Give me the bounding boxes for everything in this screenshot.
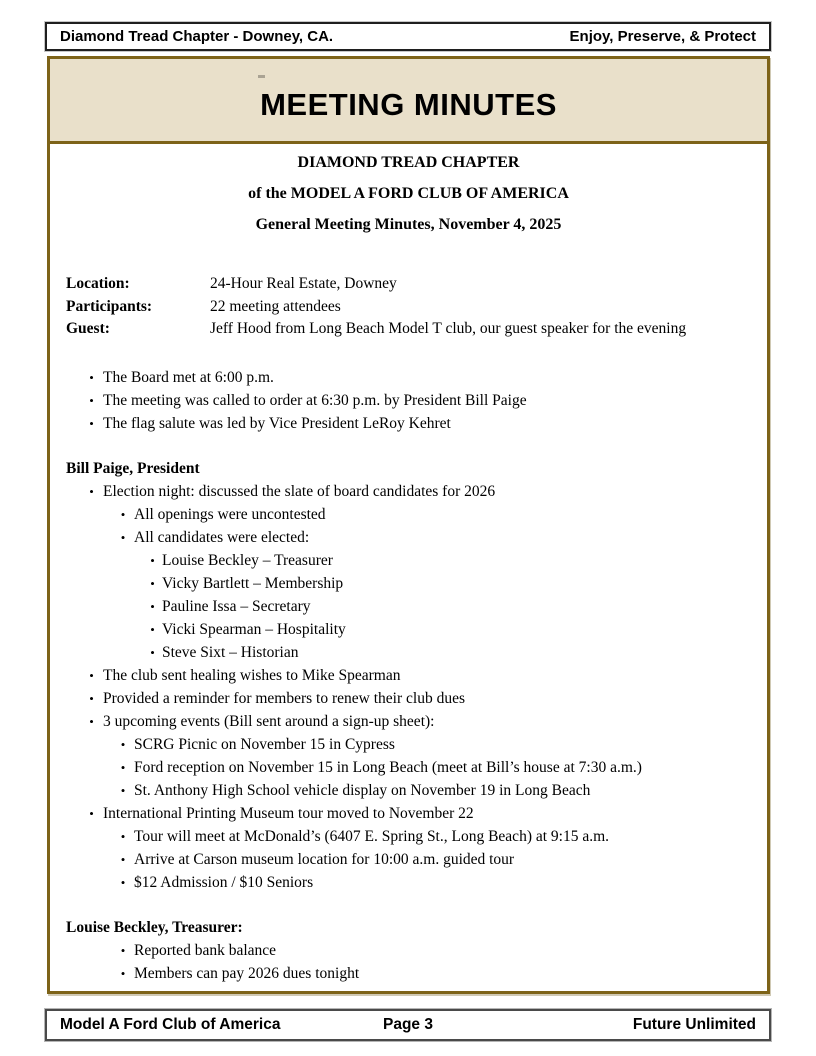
bullet-icon: • <box>150 644 155 660</box>
info-value: Jeff Hood from Long Beach Model T club, our guest speaker for the evening <box>210 320 687 337</box>
bullet-text: Ford reception on November 15 in Long Beach (meet at Bill’s house at 7:30 a.m.) <box>134 758 642 776</box>
bullet-text: Members can pay 2026 dues tonight <box>134 964 360 982</box>
bullet-icon: • <box>120 529 126 545</box>
bullet-item <box>66 710 751 733</box>
sections-container <box>66 457 751 985</box>
bullet-item <box>66 618 751 641</box>
bullet-item <box>66 595 751 618</box>
info-label: Location: <box>66 275 130 292</box>
header-motto-label: Enjoy, Preserve, & Protect <box>569 28 756 45</box>
section <box>66 457 751 894</box>
bullet-text: Steve Sixt – Historian <box>162 643 299 661</box>
bullet-item <box>66 733 751 756</box>
bullet-icon: • <box>150 575 155 591</box>
title-line-club: of the MODEL A FORD CLUB OF AMERICA <box>248 185 569 202</box>
bullet-icon: • <box>89 483 94 499</box>
info-row <box>66 318 751 341</box>
bullet-item <box>66 962 751 985</box>
bullet-item <box>66 641 751 664</box>
info-label: Participants: <box>66 297 153 315</box>
bullet-icon: • <box>120 965 126 981</box>
bullet-item <box>66 549 751 572</box>
bullet-text: Election night: discussed the slate of board candidates for 2026 <box>103 482 496 500</box>
section <box>66 916 751 985</box>
bullet-text: International Printing Museum tour moved to November 22 <box>103 804 474 822</box>
bullet-text: Vicki Spearman – Hospitality <box>162 620 346 638</box>
title-line-date: General Meeting Minutes, November 4, 2025 <box>255 216 562 233</box>
bullet-item <box>66 802 751 825</box>
section-heading: Bill Paige, President <box>66 459 200 477</box>
info-row <box>66 273 751 296</box>
bullet-text: Tour will meet at McDonald’s (6407 E. Spring St., Long Beach) at 9:15 a.m. <box>134 827 610 845</box>
bullet-text: The club sent healing wishes to Mike Spearman <box>103 666 401 684</box>
bullet-icon: • <box>120 851 126 867</box>
bullet-item <box>66 480 751 503</box>
bullet-item <box>66 664 751 687</box>
section-heading: Louise Beckley, Treasurer: <box>66 918 243 936</box>
bullet-text: 3 upcoming events (Bill sent around a sign-up sheet): <box>103 712 435 730</box>
bullet-icon: • <box>89 369 94 385</box>
page-footer-bar <box>45 1009 771 1041</box>
banner-title: MEETING MINUTES <box>260 87 557 122</box>
bullet-icon: • <box>150 598 155 614</box>
bullet-text: Provided a reminder for members to renew their club dues <box>103 689 465 707</box>
bullet-text: Vicky Bartlett – Membership <box>162 574 344 592</box>
bullet-item <box>66 366 751 389</box>
bullet-icon: • <box>120 759 126 775</box>
bullet-item <box>66 871 751 894</box>
bullet-text: Reported bank balance <box>134 941 277 959</box>
bullet-item <box>66 526 751 549</box>
bullet-text: $12 Admission / $10 Seniors <box>134 873 314 891</box>
footer-motto-label: Future Unlimited <box>632 1016 756 1033</box>
bullet-icon: • <box>89 805 94 821</box>
scan-smudge-artifact <box>258 75 265 78</box>
document-title-block <box>66 154 751 233</box>
bullet-icon: • <box>120 782 126 798</box>
bullet-item <box>66 779 751 802</box>
bullet-text: St. Anthony High School vehicle display on November 19 in Long Beach <box>134 781 591 799</box>
bullet-icon: • <box>150 552 155 568</box>
bullet-icon: • <box>120 874 126 890</box>
bullet-icon: • <box>89 392 94 408</box>
bullet-text: The Board met at 6:00 p.m. <box>103 368 274 386</box>
bullet-item <box>66 825 751 848</box>
intro-bullets <box>66 366 751 435</box>
meeting-minutes-banner <box>50 59 767 144</box>
bullet-text: SCRG Picnic on November 15 in Cypress <box>134 735 395 753</box>
bullet-item <box>66 572 751 595</box>
bullet-icon: • <box>150 621 155 637</box>
document-frame <box>47 56 770 994</box>
bullet-text: Arrive at Carson museum location for 10:00 a.m. guided tour <box>134 850 515 868</box>
bullet-text: The flag salute was led by Vice President LeRoy Kehret <box>103 414 451 432</box>
bullet-item <box>66 687 751 710</box>
page-header-bar <box>45 22 771 51</box>
bullet-text: Pauline Issa – Secretary <box>162 597 311 615</box>
bullet-icon: • <box>120 828 126 844</box>
footer-club-label: Model A Ford Club of America <box>60 1016 281 1033</box>
bullet-icon: • <box>89 415 94 431</box>
bullet-text: All candidates were elected: <box>134 528 310 546</box>
bullet-icon: • <box>120 506 126 522</box>
bullet-item <box>66 412 751 435</box>
document-body <box>50 144 767 985</box>
bullet-item <box>66 389 751 412</box>
title-line-chapter: DIAMOND TREAD CHAPTER <box>297 154 520 171</box>
header-chapter-label: Diamond Tread Chapter - Downey, CA. <box>60 28 334 45</box>
bullet-icon: • <box>89 690 94 706</box>
info-value: 24-Hour Real Estate, Downey <box>210 275 397 292</box>
bullet-text: Louise Beckley – Treasurer <box>162 551 333 569</box>
bullet-icon: • <box>120 942 126 958</box>
info-label: Guest: <box>66 320 110 337</box>
bullet-item <box>66 848 751 871</box>
bullet-icon: • <box>89 667 94 683</box>
bullet-icon: • <box>120 736 126 752</box>
info-value: 22 meeting attendees <box>210 297 341 315</box>
bullet-item <box>66 756 751 779</box>
info-block <box>66 273 751 341</box>
info-row <box>66 296 751 319</box>
bullet-icon: • <box>89 713 94 729</box>
footer-page-number: Page 3 <box>383 1016 433 1033</box>
bullet-item <box>66 503 751 526</box>
bullet-text: All openings were uncontested <box>134 505 326 523</box>
bullet-text: The meeting was called to order at 6:30 p.m. by President Bill Paige <box>103 391 527 409</box>
bullet-item <box>66 939 751 962</box>
